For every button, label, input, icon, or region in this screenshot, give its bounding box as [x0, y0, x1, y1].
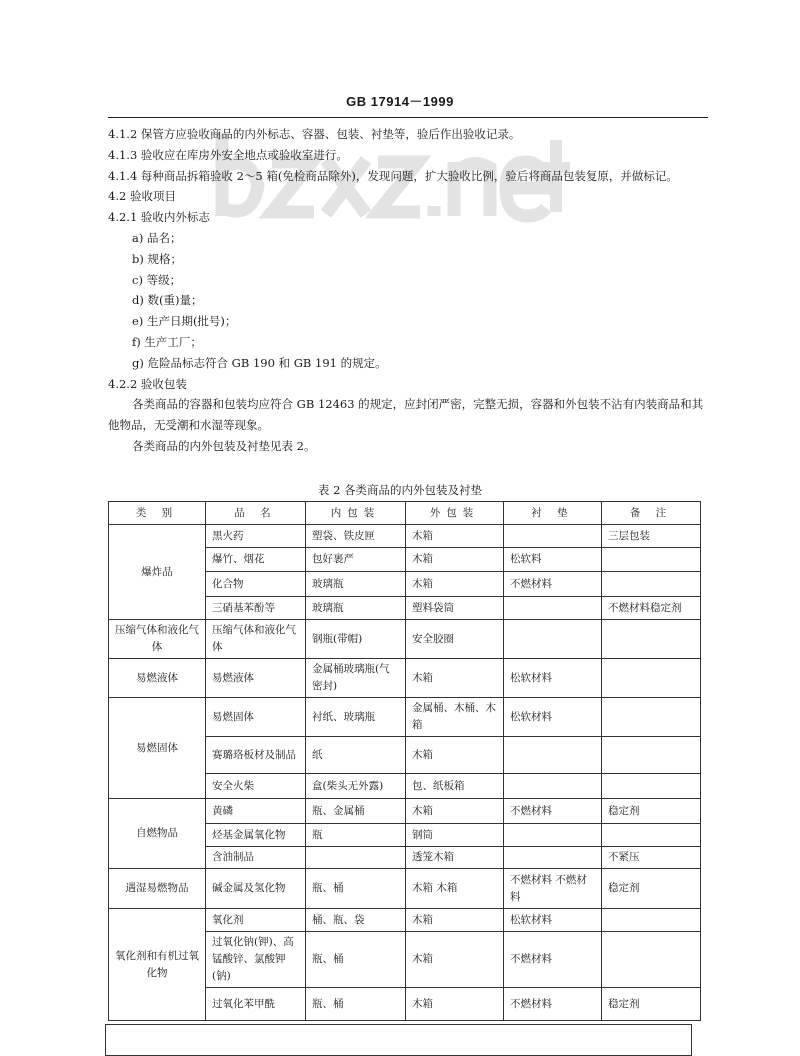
table-row: [109, 659, 701, 698]
table-cell: 氧化剂: [206, 909, 306, 932]
clause-4-2-2: 4.2.2 验收包装: [108, 376, 187, 391]
table-cell: 塑袋、铁皮匣: [306, 525, 406, 548]
table-cell: 木箱: [406, 659, 504, 698]
table-cell: 玻璃瓶: [306, 572, 406, 597]
table-cell: 木箱: [406, 988, 504, 1021]
table-cell: [602, 572, 701, 597]
table-cell: 不燃材料 不燃材料: [504, 869, 602, 909]
table-cell: 不燃材料: [504, 932, 602, 988]
table-cell: 碱金属及氢化物: [206, 869, 306, 909]
table-cell: 包好裹严: [306, 548, 406, 572]
table-cell: 木箱 木箱: [406, 869, 504, 909]
table-cell: 金属桶、木桶、木箱: [406, 698, 504, 737]
table-cell: 三硝基苯酚等: [206, 597, 306, 620]
paragraph: 各类商品的容器和包装均应符合 GB 12463 的规定，应封闭严密，完整无损，容器和外包装不沾有内装商品和其他物品，无受潮和水湿等现象。: [108, 397, 704, 433]
table-cell: 包、纸板箱: [406, 774, 504, 799]
table-cell: 黄磷: [206, 799, 306, 824]
table-cell: 三层包装: [602, 525, 701, 548]
table-cell: 盒(柴头无外露): [306, 774, 406, 799]
table-row: [109, 620, 701, 659]
table-cell: 木箱: [406, 932, 504, 988]
table-cell: 钢筒: [406, 824, 504, 847]
table-cell: 衬纸、玻璃瓶: [306, 698, 406, 737]
table-cell: [602, 774, 701, 799]
table-row: [109, 869, 701, 909]
table-cell: 松软材料: [504, 659, 602, 698]
category-cell: 自燃物品: [109, 799, 206, 869]
column-header: 内包装: [306, 502, 406, 525]
table-cell: 塑料袋筒: [406, 597, 504, 620]
standard-number-header: GB 17914－1999: [346, 94, 454, 109]
table-cell: 木箱: [406, 548, 504, 572]
table-row: [109, 909, 701, 932]
table-cell: 安全火柴: [206, 774, 306, 799]
table-cell: 不燃材料: [504, 988, 602, 1021]
table-cell: 不燃材料: [504, 572, 602, 597]
table-row: [109, 698, 701, 737]
clause-4-2: 4.2 验收项目: [108, 189, 176, 204]
table-cell: 烃基金属氧化物: [206, 824, 306, 847]
table-cell: 松软材料: [504, 698, 602, 737]
table-cell: [504, 774, 602, 799]
table-cell: 稳定剂: [602, 988, 701, 1021]
table-cell: [602, 620, 701, 659]
table-cell: 松软材料: [504, 909, 602, 932]
table-cell: 易燃固体: [206, 698, 306, 737]
table-cell: [504, 525, 602, 548]
table-cell: 金属桶玻璃瓶(气密封): [306, 659, 406, 698]
table-cell: 过氧化钠(钾)、高锰酸锌、氯酸钾(钠): [206, 932, 306, 988]
list-item: e) 生产日期(批号)；: [132, 314, 237, 329]
table-cell: [602, 824, 701, 847]
table-cell: 瓶、桶: [306, 988, 406, 1021]
table-cell: [306, 847, 406, 869]
table-cell: 不燃材料: [504, 799, 602, 824]
table-cell: [504, 620, 602, 659]
table-cell: 易燃液体: [206, 659, 306, 698]
table-row: [109, 525, 701, 548]
table-cell: [602, 659, 701, 698]
table-cell: 纸: [306, 737, 406, 774]
list-item: b) 规格；: [132, 251, 183, 266]
header-rule: [108, 117, 708, 118]
table-cell: 含油制品: [206, 847, 306, 869]
table-cell: [504, 847, 602, 869]
clause-4-1-3: 4.1.3 验收应在库房外安全地点或验收室进行。: [108, 147, 348, 162]
table-cell: 压缩气体和液化气体: [206, 620, 306, 659]
table-cell: 桶、瓶、袋: [306, 909, 406, 932]
table-cell: 透笼木箱: [406, 847, 504, 869]
table-cell: 化合物: [206, 572, 306, 597]
table-header-row: [109, 502, 701, 525]
list-item: d) 数(重)量；: [132, 293, 203, 308]
table-cell: 瓶、金属桶: [306, 799, 406, 824]
table-cell: 木箱: [406, 525, 504, 548]
table-cell: 爆竹、烟花: [206, 548, 306, 572]
bottom-box: [105, 1024, 692, 1056]
category-cell: 易燃固体: [109, 698, 206, 799]
clause-4-1-4: 4.1.4 每种商品拆箱验收 2～5 箱(免检商品除外)，发现问题，扩大验收比例，验后将商品包装复原，并做标记。: [108, 168, 678, 183]
table-cell: [602, 548, 701, 572]
table-cell: 松软料: [504, 548, 602, 572]
table-cell: 黑火药: [206, 525, 306, 548]
table-cell: [602, 909, 701, 932]
paragraph: 各类商品的内外包装及衬垫见表 2。: [132, 438, 316, 453]
table-cell: 稳定剂: [602, 799, 701, 824]
table-cell: 稳定剂: [602, 869, 701, 909]
packaging-table: [108, 501, 701, 1021]
table-cell: 瓶、桶: [306, 869, 406, 909]
table-cell: 瓶、桶: [306, 932, 406, 988]
table-cell: 不燃材料稳定剂: [602, 597, 701, 620]
document-body: [108, 124, 708, 457]
table-cell: 钢瓶(带帽): [306, 620, 406, 659]
table-cell: 木箱: [406, 572, 504, 597]
column-header: 品 名: [206, 502, 306, 525]
column-header: 衬 垫: [504, 502, 602, 525]
category-cell: 压缩气体和液化气体: [109, 620, 206, 659]
table-cell: 木箱: [406, 737, 504, 774]
table-cell: [602, 698, 701, 737]
column-header: 类 别: [109, 502, 206, 525]
table-cell: 玻璃瓶: [306, 597, 406, 620]
list-item: g) 危险品标志符合 GB 190 和 GB 191 的规定。: [132, 355, 387, 370]
table-cell: 瓶: [306, 824, 406, 847]
table-cell: [504, 597, 602, 620]
table-cell: 赛璐珞板材及制品: [206, 737, 306, 774]
category-cell: 遇湿易燃物品: [109, 869, 206, 909]
table-cell: 木箱: [406, 909, 504, 932]
clause-4-2-1: 4.2.1 验收内外标志: [108, 210, 210, 225]
column-header: 外包装: [406, 502, 504, 525]
category-cell: 易燃液体: [109, 659, 206, 698]
table-cell: 木箱: [406, 799, 504, 824]
table-cell: 过氧化苯甲酰: [206, 988, 306, 1021]
table-cell: 安全胶圈: [406, 620, 504, 659]
table-row: [109, 799, 701, 824]
table-cell: [504, 824, 602, 847]
table-cell: [602, 737, 701, 774]
table-cell: 不紧压: [602, 847, 701, 869]
list-item: a) 品名；: [132, 230, 182, 245]
list-item: f) 生产工厂；: [132, 334, 202, 349]
table-caption: 表 2 各类商品的内外包装及衬垫: [317, 483, 483, 497]
table-cell: [602, 932, 701, 988]
category-cell: 氧化剂和有机过氧化物: [109, 909, 206, 1021]
category-cell: 爆炸品: [109, 525, 206, 620]
list-item: c) 等级；: [132, 272, 182, 287]
clause-4-1-2: 4.1.2 保管方应验收商品的内外标志、容器、包装、衬垫等，验后作出验收记录。: [108, 127, 521, 141]
table-cell: [504, 737, 602, 774]
column-header: 备 注: [602, 502, 701, 525]
